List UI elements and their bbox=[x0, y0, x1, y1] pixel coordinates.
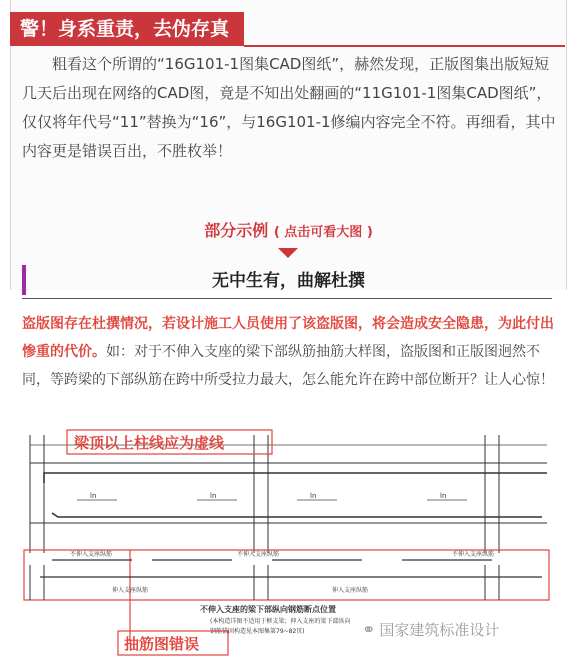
dim-label-1: ln bbox=[90, 492, 97, 500]
body-text: 如：对于不伸入支座的梁下部纵筋抽筋大样图，盗版图和正版图迥然不同，等跨梁的下部纵筋在跨中所受拉力最大，怎么能允许在跨中部位断开？让人心惊！ bbox=[22, 344, 554, 388]
body-paragraph bbox=[22, 310, 557, 394]
body-highlight: 盗版图存在杜撰情况，若设计施工人员使用了该盗版图，将会造成安全隐患，为此付出惨重的代价。 bbox=[22, 316, 554, 360]
note-bottom: 抽筋图错误 bbox=[124, 635, 200, 653]
intro-paragraph: 粗看这个所谓的“16G101-1图集CAD图纸”，赫然发现，正版图集出版短短几天后出现在网络的CAD图，竟是不知出处翻画的“11G101-1图集CAD图纸”，仅仅将年代号“11”替换为“16”，与16G101-1修编内容完全不符。再细看，其中内容更是错误百出，不胜枚举！ bbox=[22, 55, 556, 160]
note-top: 梁顶以上柱线应为虚线 bbox=[74, 434, 225, 452]
examples-hint: ( 点击可看大图 ) bbox=[273, 225, 373, 240]
examples-heading[interactable] bbox=[0, 218, 577, 241]
watermark bbox=[362, 619, 499, 640]
drawing-caption: 不伸入支座的梁下部纵向钢筋断点位置 bbox=[200, 605, 336, 614]
rebar-label-3: 不伸入支座纵筋 bbox=[452, 551, 495, 558]
wechat-icon: ⚭ bbox=[362, 620, 376, 639]
dim-label-3: ln bbox=[310, 492, 317, 500]
dim-label-2: ln bbox=[210, 492, 217, 500]
banner-underline bbox=[244, 45, 565, 47]
dim-label-4: ln bbox=[440, 492, 447, 500]
down-arrow-icon bbox=[278, 248, 298, 258]
drawing-caption-sub1: (本构造详图不适用于框支梁；伸入支座的梁下部纵向 bbox=[210, 618, 351, 625]
section-divider bbox=[22, 298, 552, 299]
examples-title: 部分示例 bbox=[204, 221, 269, 240]
rebar-label-4: 伸入支座纵筋 bbox=[112, 587, 149, 594]
rebar-label-1: 不伸入支座纵筋 bbox=[70, 551, 113, 558]
watermark-text: 国家建筑标准设计 bbox=[379, 621, 500, 639]
rebar-label-5: 伸入支座纵筋 bbox=[332, 587, 369, 594]
drawing-caption-sub2: 钢筋锚固构造见本图集第79~82页) bbox=[210, 628, 305, 635]
warning-banner: 警！身系重责，去伪存真 bbox=[10, 12, 244, 46]
rebar-label-2: 不伸入支座纵筋 bbox=[237, 551, 280, 558]
section-title: 无中生有，曲解杜撰 bbox=[212, 271, 365, 291]
